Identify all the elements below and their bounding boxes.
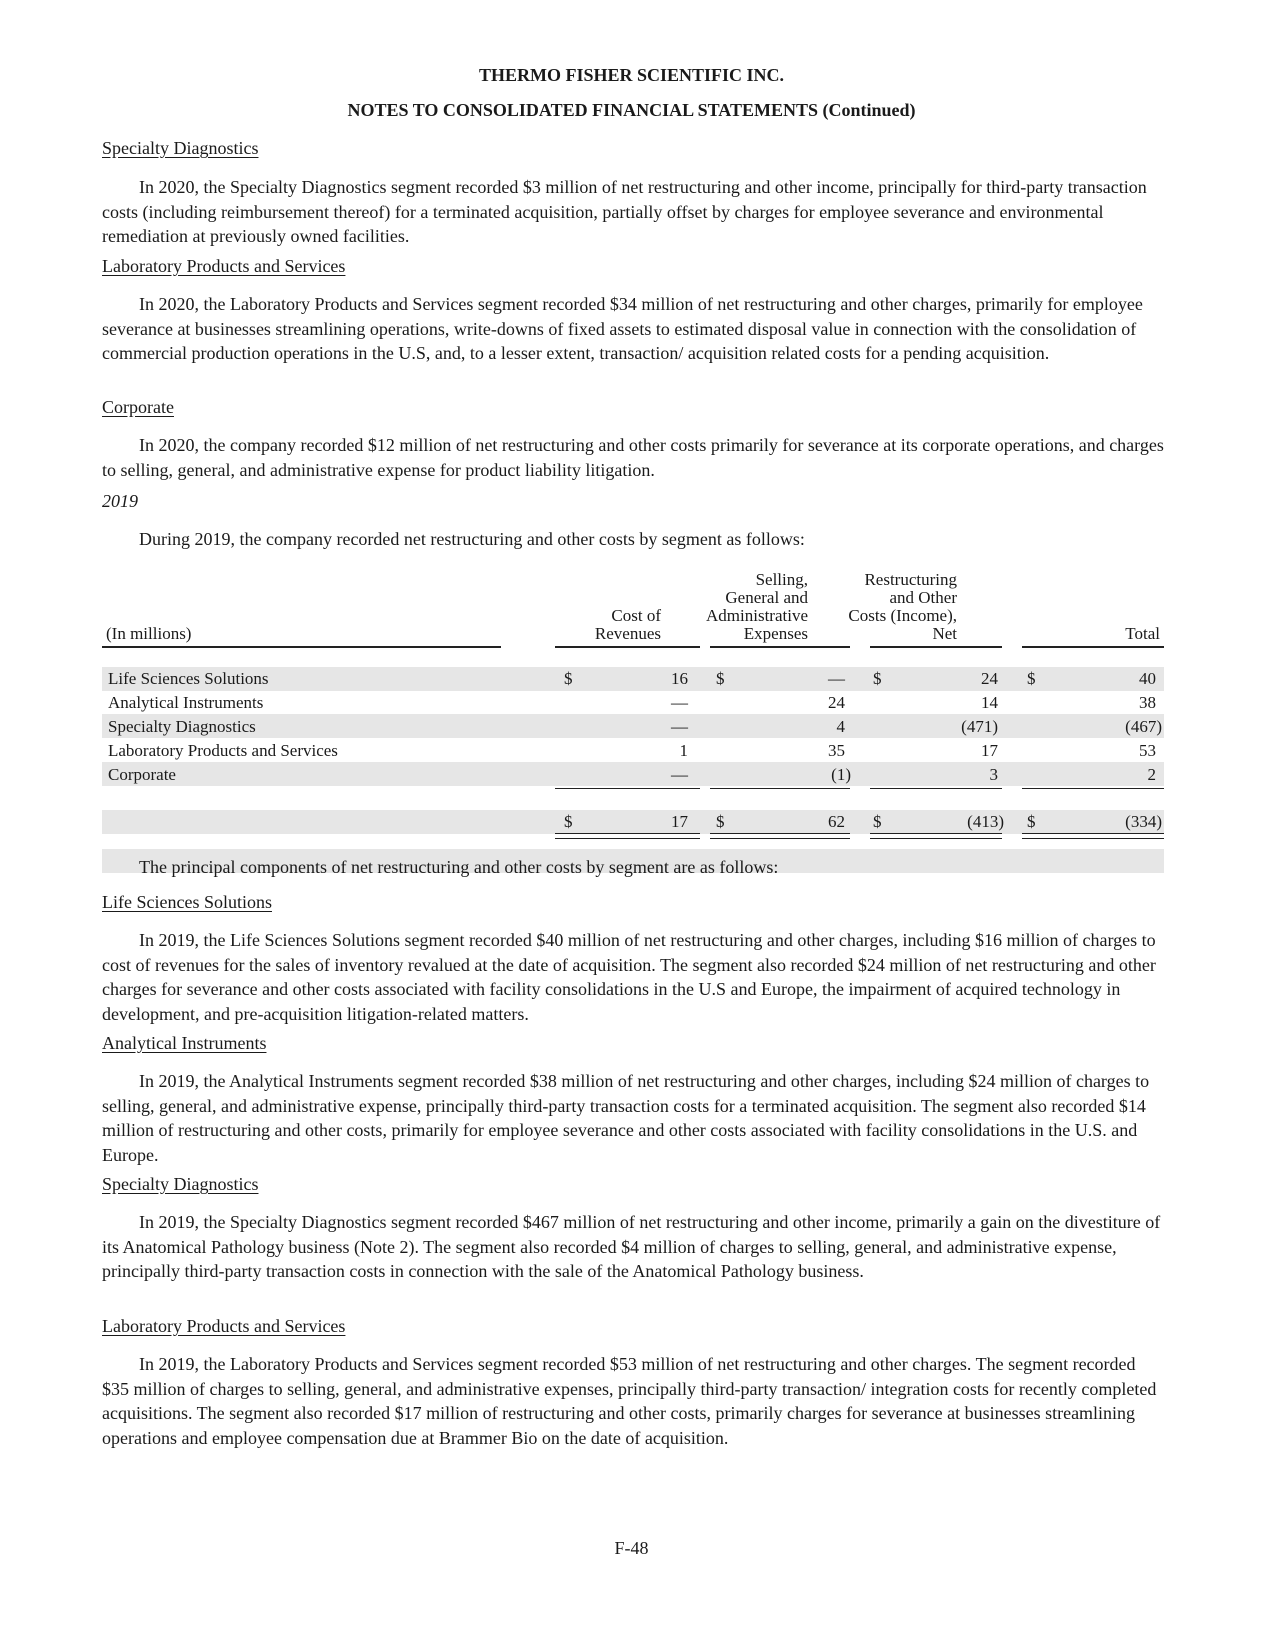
row-band (102, 810, 1164, 834)
dollar-sign: $ (716, 669, 725, 688)
cell-value: (1) (831, 765, 851, 784)
cell-value: 24 (981, 669, 998, 688)
row-label: Laboratory Products and Services (108, 741, 338, 760)
cell-value: 17 (981, 741, 998, 760)
row-label: Analytical Instruments (108, 693, 264, 712)
heading-laboratory-products-2020: Laboratory Products and Services (102, 256, 346, 276)
row-label-header: (In millions) (106, 624, 192, 643)
notes-title: NOTES TO CONSOLIDATED FINANCIAL STATEMENTS (Continued) (347, 100, 916, 120)
heading-laboratory-products-2019: Laboratory Products and Services (102, 1316, 346, 1336)
heading-corporate-2020: Corporate (102, 397, 174, 417)
cell-value: 16 (671, 669, 688, 688)
cell-value: 2 (1147, 765, 1156, 784)
cell-value: 24 (828, 693, 845, 712)
total-double-rule (710, 833, 850, 839)
dollar-sign: $ (873, 812, 882, 831)
cell-value: (467) (1125, 717, 1162, 736)
heading-specialty-diagnostics-2019: Specialty Diagnostics (102, 1174, 259, 1194)
dollar-sign: $ (564, 812, 573, 831)
heading-specialty-diagnostics-2020: Specialty Diagnostics (102, 138, 259, 158)
dollar-sign: $ (1027, 812, 1036, 831)
total-value: (413) (967, 812, 1004, 831)
subtotal-rule (710, 788, 850, 789)
dollar-sign: $ (716, 812, 725, 831)
paragraph-laboratory-products-2019: In 2019, the Laboratory Products and Services segment recorded $53 million of net restructuring and other charges. The segment recorded $35 million of charges to selling, general, and administrative expenses, principally third-party transaction/ integration costs for recently completed acquisitions. The segment also recorded $17 million of restructuring and other costs, primarily charges for severance at businesses streamlining operations and employee compensation due at Brammer Bio on the date of acquisition. (102, 1354, 1157, 1448)
total-value: 17 (671, 812, 688, 831)
paragraph-specialty-diagnostics-2020: In 2020, the Specialty Diagnostics segment recorded $3 million of net restructuring and other income, principally for third-party transaction costs (including reimbursement thereof) for a terminated acquisition, partially offset by charges for employee severance and environmental remediation at previously owned facilities. (102, 177, 1147, 246)
column-header-restructuring-net: Restructuring and Other Costs (Income), Net (848, 570, 957, 643)
column-header-total: Total (1125, 624, 1160, 643)
paragraph-corporate-2020: In 2020, the company recorded $12 million of net restructuring and other costs primarily for severance at its corporate operations, and charges to selling, general, and administrative expense for product liability litigation. (102, 435, 1164, 480)
paragraph-specialty-diagnostics-2019: In 2019, the Specialty Diagnostics segment recorded $467 million of net restructuring and other income, primarily a gain on the divestiture of its Anatomical Pathology business (Note 2). The segment also recorded $4 million of charges to selling, general, and administrative expense, principally third-party transaction costs in connection with the sale of the Anatomical Pathology business. (102, 1212, 1161, 1281)
cell-value: 40 (1139, 669, 1156, 688)
company-name: THERMO FISHER SCIENTIFIC INC. (478, 65, 785, 85)
total-value: 62 (828, 812, 845, 831)
row-band (102, 762, 1164, 786)
header-rule-label (102, 646, 501, 648)
header-rule-col2 (710, 646, 850, 648)
dollar-sign: $ (564, 669, 573, 688)
cell-value: (471) (961, 717, 998, 736)
cell-value: — (671, 693, 688, 712)
row-band (102, 714, 1164, 738)
header-rule-col4 (1022, 646, 1164, 648)
row-label: Specialty Diagnostics (108, 717, 256, 736)
cell-value: 3 (989, 765, 998, 784)
subtotal-rule (870, 788, 1002, 789)
row-label: Life Sciences Solutions (108, 669, 269, 688)
cell-value: 53 (1139, 741, 1156, 760)
total-double-rule (1022, 833, 1164, 839)
cell-value: 38 (1139, 693, 1156, 712)
subtotal-rule (555, 788, 700, 789)
cell-value: — (671, 717, 688, 736)
subtotal-rule (1022, 788, 1164, 789)
cell-value: 1 (679, 741, 688, 760)
components-intro: The principal components of net restructuring and other costs by segment are as follows: (139, 857, 779, 877)
header-rule-col3 (870, 646, 1002, 648)
cell-value: 14 (981, 693, 998, 712)
column-header-cost-of-revenues: Cost of Revenues (594, 606, 661, 643)
column-header-sga-expenses: Selling, General and Administrative Expenses (706, 570, 808, 643)
header-rule-col1 (555, 646, 700, 648)
paragraph-laboratory-products-2020: In 2020, the Laboratory Products and Services segment recorded $34 million of net restructuring and other charges, primarily for employee severance at businesses streamlining operations, write-downs of fixed assets to estimated disposal value in connection with the consolidation of commercial production operations in the U.S, and, to a lesser extent, transaction/ acquisition related costs for a pending acquisition. (102, 294, 1143, 363)
paragraph-life-sciences-2019: In 2019, the Life Sciences Solutions segment recorded $40 million of net restructuring and other charges, including $16 million of charges to cost of revenues for the sales of inventory revalued at the date of acquisition. The segment also recorded $24 million of net restructuring and other charges for severance and other costs associated with facility consolidations in the U.S and Europe, the impairment of acquired technology in development, and pre-acquisition litigation-related matters. (102, 930, 1156, 1024)
table-intro: During 2019, the company recorded net restructuring and other costs by segment as follows: (139, 529, 805, 549)
heading-analytical-instruments-2019: Analytical Instruments (102, 1033, 267, 1053)
cell-value: — (828, 669, 845, 688)
total-value: (334) (1125, 812, 1162, 831)
total-double-rule (555, 833, 700, 839)
cell-value: 35 (828, 741, 845, 760)
row-label: Corporate (108, 765, 176, 784)
dollar-sign: $ (873, 669, 882, 688)
cell-value: — (671, 765, 688, 784)
heading-life-sciences-2019: Life Sciences Solutions (102, 892, 272, 912)
cell-value: 4 (836, 717, 845, 736)
paragraph-analytical-instruments-2019: In 2019, the Analytical Instruments segment recorded $38 million of net restructuring and other charges, including $24 million of charges to selling, general, and administrative expense, principally third-party transaction costs for a terminated acquisition. The segment also recorded $14 million of restructuring and other costs, primarily for employee severance and other costs associated with facility consolidations in the U.S. and Europe. (102, 1071, 1150, 1165)
total-double-rule (870, 833, 1002, 839)
year-heading-2019: 2019 (102, 491, 138, 511)
dollar-sign: $ (1027, 669, 1036, 688)
page-number: F-48 (614, 1538, 649, 1558)
